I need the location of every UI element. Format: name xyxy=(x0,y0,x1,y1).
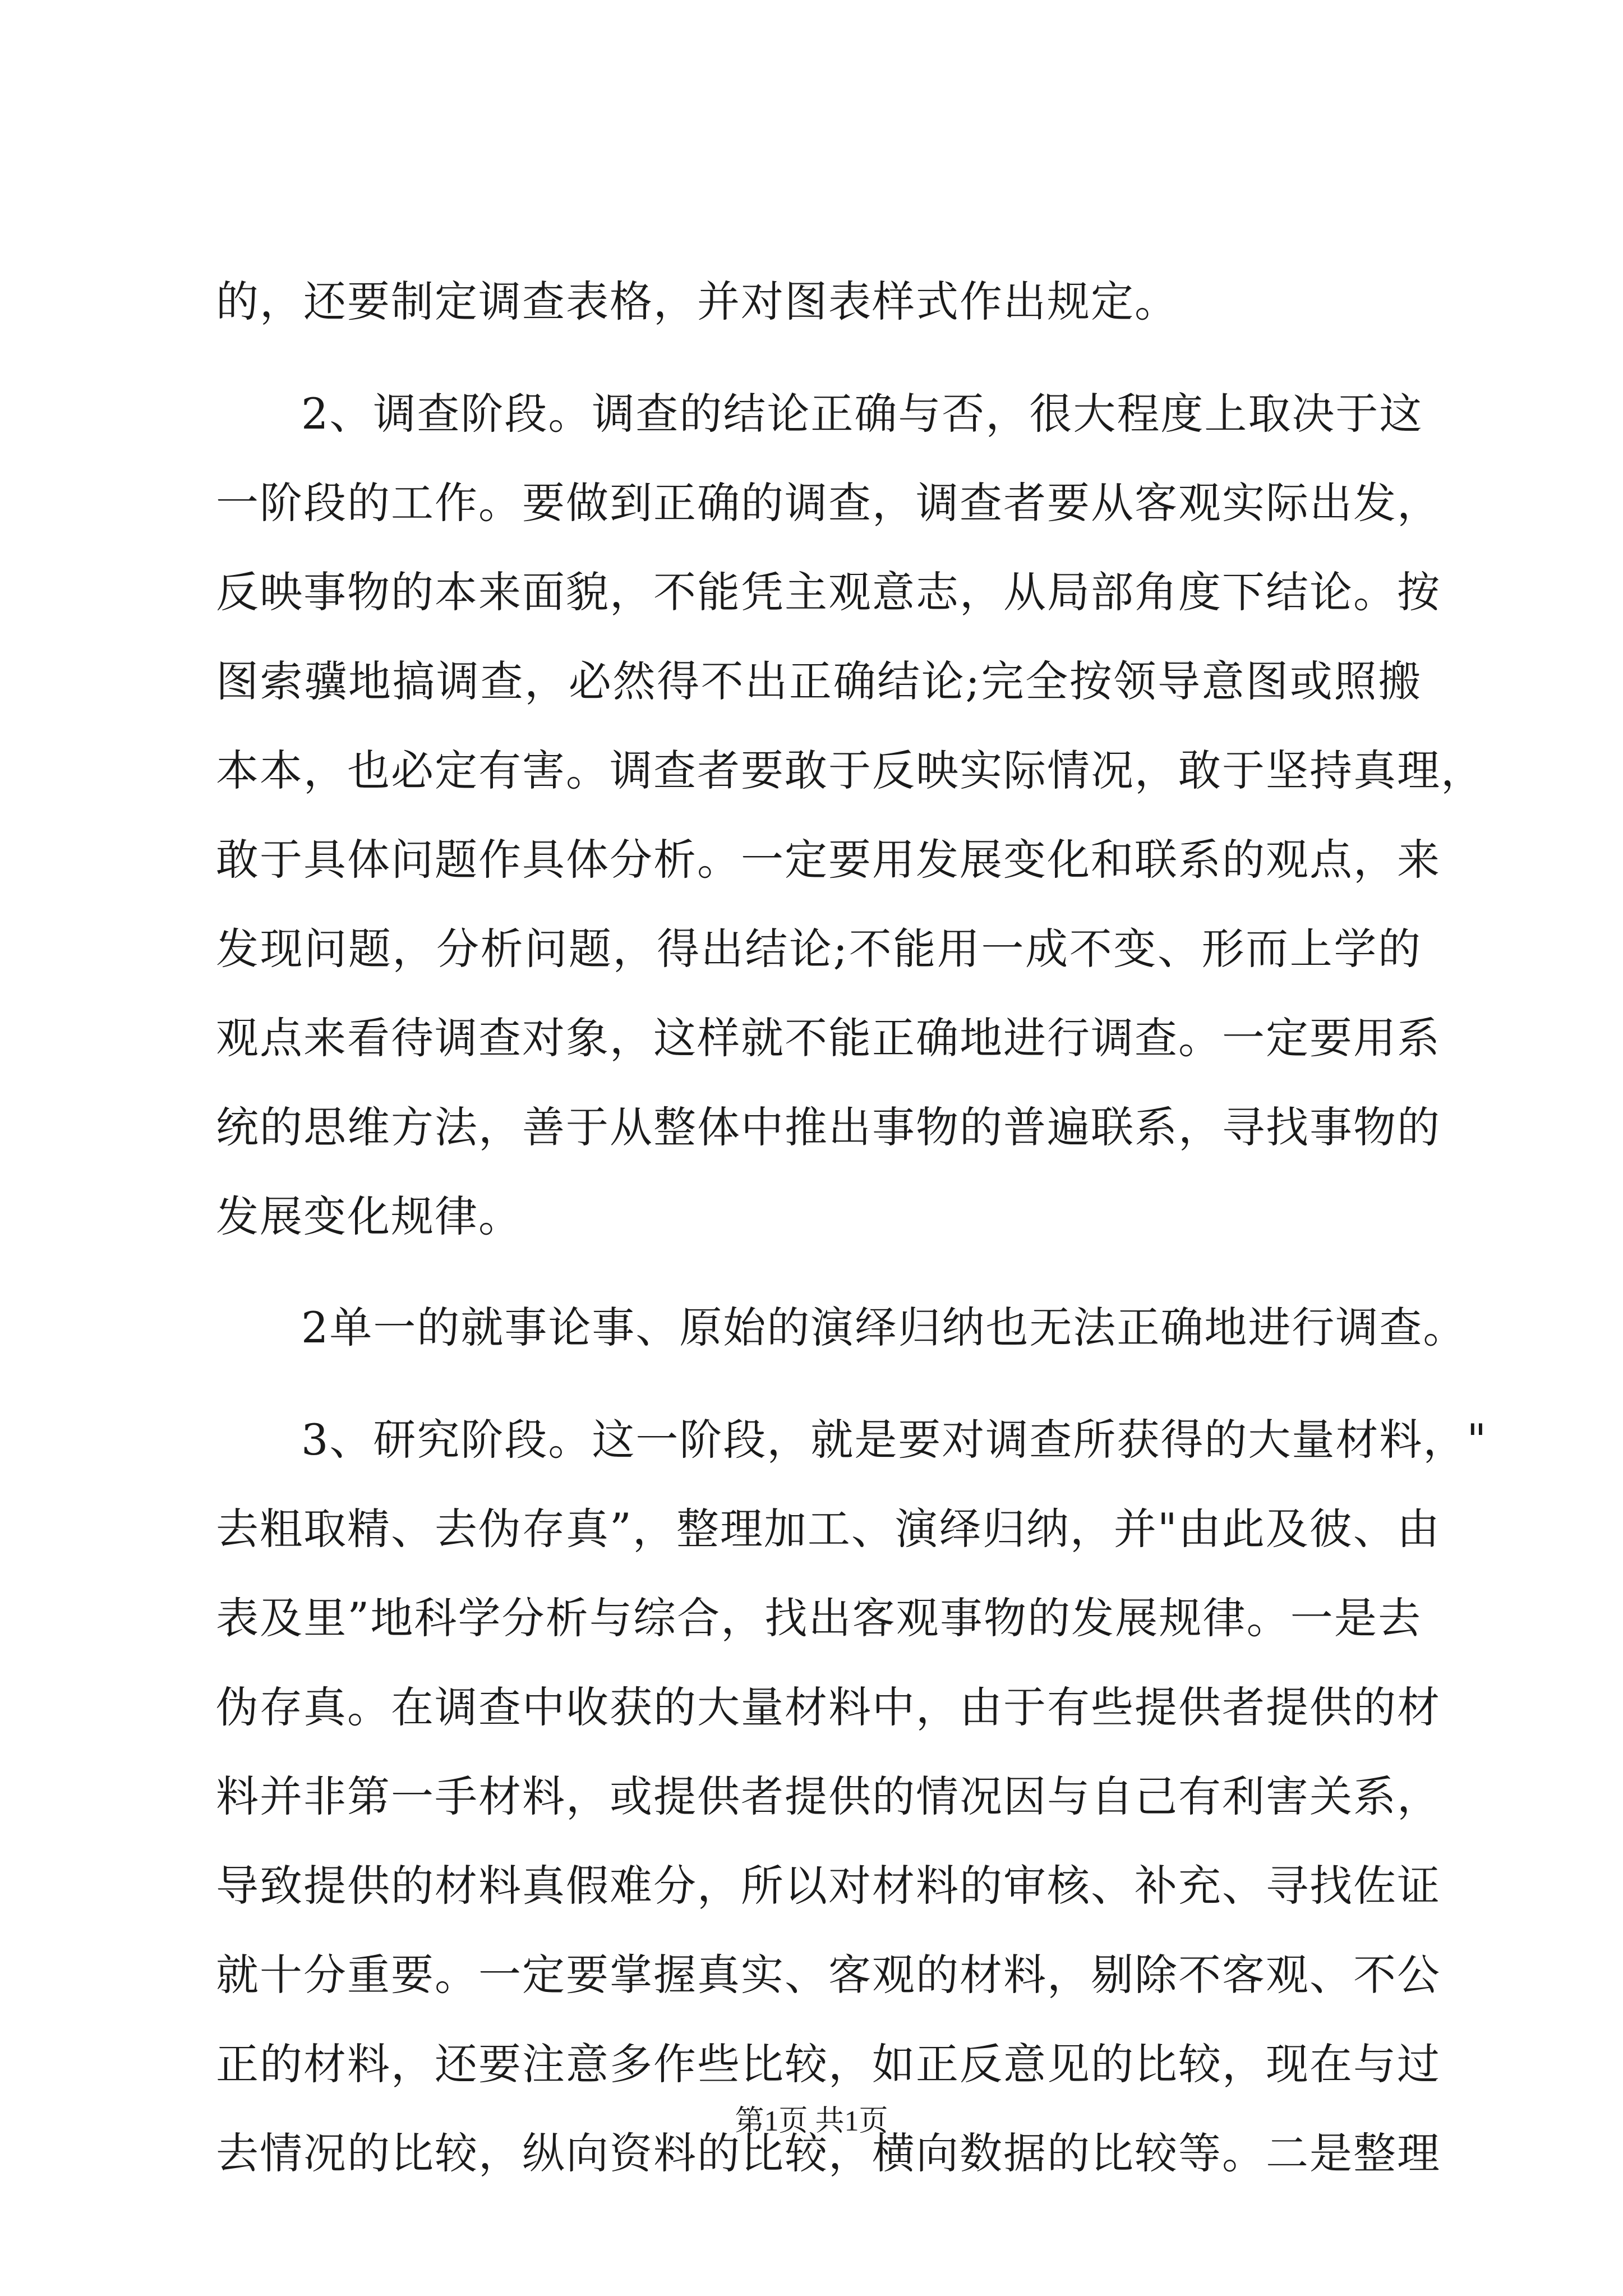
text-line: 本本，也必定有害。调查者要敢于反映实际情况，敢于坚持真理， xyxy=(216,746,1484,795)
text-line: 发现问题，分析问题，得出结论;不能用一成不变、形而上学的 xyxy=(216,924,1422,974)
text-line: 观点来看待调查对象，这样就不能正确地进行调查。一定要用系 xyxy=(216,1013,1441,1063)
text-line: 图索骥地搞调查，必然得不出正确结论;完全按领导意图或照搬 xyxy=(216,656,1422,706)
text-line: 去情况的比较，纵向资料的比较，横向数据的比较等。二是整理 xyxy=(216,2128,1441,2178)
paragraph-first-line: 2单一的就事论事、原始的演绎归纳也无法正确地进行调查。 xyxy=(301,1303,1467,1352)
text-line: 敢于具体问题作具体分析。一定要用发展变化和联系的观点，来 xyxy=(216,835,1441,885)
text-line: 一阶段的工作。要做到正确的调查，调查者要从客观实际出发， xyxy=(216,478,1441,528)
text-line: 去粗取精、去伪存真”，整理加工、演绎归纳，并"由此及彼、由 xyxy=(216,1504,1441,1554)
text-line: 导致提供的材料真假难分，所以对材料的审核、补充、寻找佐证 xyxy=(216,1861,1441,1911)
paragraph-first-line: 2、调查阶段。调查的结论正确与否，很大程度上取决于这 xyxy=(301,389,1423,439)
paragraph-first-line: 3、研究阶段。这一阶段，就是要对调查所获得的大量材料，" xyxy=(301,1415,1488,1465)
text-line: 统的思维方法，善于从整体中推出事物的普遍联系，寻找事物的 xyxy=(216,1102,1441,1152)
text-line: 就十分重要。一定要掌握真实、客观的材料，剔除不客观、不公 xyxy=(216,1950,1441,2000)
text-line: 反映事物的本来面貌，不能凭主观意志，从局部角度下结论。按 xyxy=(216,567,1441,617)
text-line: 的，还要制定调查表格，并对图表样式作出规定。 xyxy=(216,277,1178,326)
text-line: 正的材料，还要注意多作些比较，如正反意见的比较，现在与过 xyxy=(216,2039,1441,2089)
text-line: 表及里”地科学分析与综合，找出客观事物的发展规律。一是去 xyxy=(216,1593,1422,1643)
text-line: 发展变化规律。 xyxy=(216,1191,522,1241)
text-line: 料并非第一手材料，或提供者提供的情况因与自己有利害关系， xyxy=(216,1772,1441,1821)
text-line: 伪存真。在调查中收获的大量材料中，由于有些提供者提供的材 xyxy=(216,1682,1441,1732)
page-footer: 第1页 共1页 xyxy=(735,2105,888,2137)
